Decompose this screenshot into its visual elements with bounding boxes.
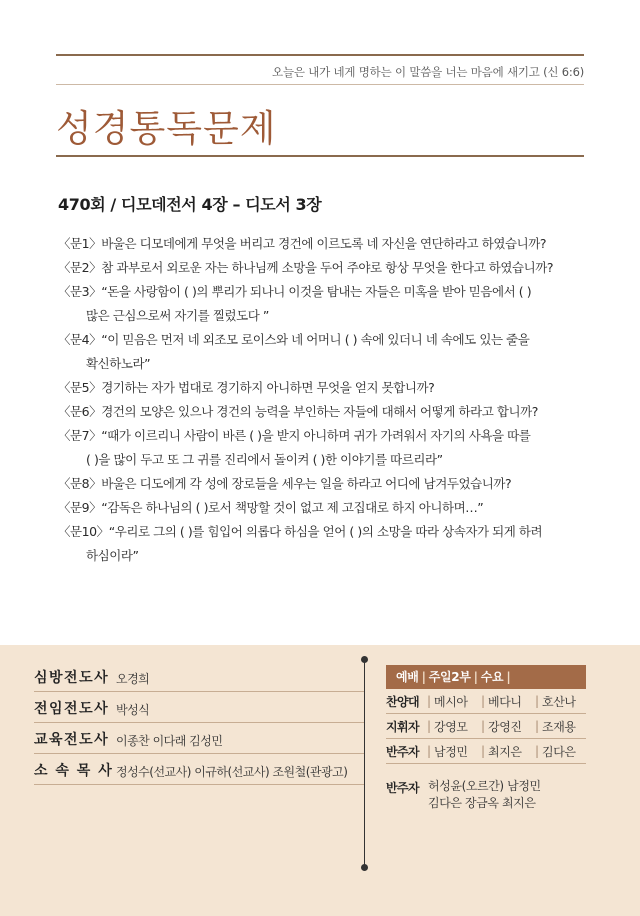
question-text: ( )을 많이 두고 또 그 귀를 진리에서 돌이켜 ( )한 이야기를 따르리라” [86,452,443,467]
staff-row [34,754,364,785]
question-continuation [58,304,598,328]
header-verse: 오늘은 내가 네게 명하는 이 말씀을 너는 마음에 새기고 (신 6:6) [272,65,584,79]
worship-name: 베다니 [488,694,522,709]
header-thin-rule [56,84,584,85]
title-rule [56,155,584,157]
question-text: 바울은 디도에게 각 성에 장로들을 세우는 일을 하라고 어디에 남겨두었습니까? [101,476,512,491]
question-list [58,232,598,568]
worship-name: 메시아 [434,694,468,709]
staff-names: 오경희 [116,672,150,686]
question-item [58,256,598,280]
staff-role: 심방전도사 [34,670,110,686]
worship-name: 김다은 [542,744,576,759]
worship-header-sunday: 주일2부 [428,670,471,684]
worship-row [386,689,586,714]
question-text: 바울은 디모데에게 무엇을 버리고 경건에 이르도록 네 자신을 연단하라고 하였습니까? [101,236,547,251]
question-item [58,472,598,496]
worship-row-label: 지휘자 [386,719,419,734]
question-text: 경기하는 자가 법대로 경기하지 아니하면 무엇을 얻지 못합니까? [101,380,435,395]
question-text: 확신하노라” [86,356,151,371]
separator: | [535,744,540,758]
worship-row-label: 찬양대 [386,694,419,709]
accompanist-names [424,778,541,812]
worship-name: 남정민 [434,744,468,759]
accompanist-line: 김다은 장금옥 최지은 [428,796,536,810]
question-number: 〈문4〉 [58,332,102,347]
question-number: 〈문7〉 [58,428,102,443]
accompanist-block [386,778,586,812]
question-number: 〈문5〉 [58,380,102,395]
worship-header: 예배 | 주일2부 | 수요 | [386,665,586,689]
separator: | [481,719,486,733]
question-item [58,280,598,304]
staff-list [34,661,364,785]
footer-divider [364,659,365,867]
question-item [58,400,598,424]
worship-name: 강영진 [488,719,522,734]
quiz-subtitle: 470회 / 디모데전서 4장 – 디도서 3장 [58,195,322,214]
footer-panel [0,645,640,916]
question-number: 〈문8〉 [58,476,102,491]
separator: | [535,694,540,708]
separator: | [481,744,486,758]
separator: | [427,719,432,733]
question-item [58,424,598,448]
separator: | [427,744,432,758]
separator: | [481,694,486,708]
question-continuation [58,352,598,376]
question-number: 〈문9〉 [58,500,102,515]
question-item [58,520,598,544]
question-item [58,376,598,400]
question-continuation [58,544,598,568]
question-number: 〈문1〉 [58,236,102,251]
staff-row [34,692,364,723]
worship-name: 호산나 [542,694,576,709]
question-text: “돈을 사랑함이 ( )의 뿌리가 되나니 이것을 탐내는 자들은 미혹을 받아 믿음에서 ( ) [101,284,532,299]
question-item [58,328,598,352]
worship-name: 강영모 [434,719,468,734]
question-number: 〈문10〉 [58,524,109,539]
question-text: 하심이라” [86,548,139,563]
worship-row [386,714,586,739]
question-text: 많은 근심으로써 자기를 찔렀도다 ” [86,308,269,323]
worship-header-label: 예배 [396,670,419,684]
worship-name: 조재용 [542,719,576,734]
question-text: “감독은 하나님의 ( )로서 책망할 것이 없고 제 고집대로 하지 아니하며…” [101,500,484,515]
worship-name: 최지은 [488,744,522,759]
question-item [58,496,598,520]
staff-names: 이종찬 이다래 김성민 [116,734,223,748]
page-title: 성경통독문제 [56,107,277,150]
worship-header-wednesday: 수요 [480,670,504,684]
question-text: “우리로 그의 ( )를 힘입어 의롭다 하심을 얻어 ( )의 소망을 따라 상속자가 되게 하려 [108,524,543,539]
header-top-rule [56,54,584,56]
staff-role: 교육전도사 [34,732,110,748]
staff-role: 소 속 목 사 [34,763,114,779]
staff-row [34,661,364,692]
staff-names: 박성식 [116,703,150,717]
question-number: 〈문3〉 [58,284,102,299]
divider-dot-top [361,656,368,663]
separator: | [535,719,540,733]
question-continuation [58,448,598,472]
question-item [58,232,598,256]
worship-rows [386,689,586,764]
staff-names: 정성수(선교사) 이규하(선교사) 조원철(관광고) [116,765,348,779]
staff-row [34,723,364,754]
divider-dot-bottom [361,864,368,871]
question-text: 경건의 모양은 있으나 경건의 능력을 부인하는 자들에 대해서 어떻게 하라고 합니까? [101,404,538,419]
question-text: 참 과부로서 외로운 자는 하나님께 소망을 두어 주야로 항상 무엇을 한다고 하였습니까? [101,260,554,275]
worship-table [386,665,586,812]
worship-row-label: 반주자 [386,744,419,759]
question-text: “때가 이르리니 사람이 바른 ( )을 받지 아니하며 귀가 가려워서 자기의 사욕을 따를 [101,428,531,443]
staff-role: 전임전도사 [34,701,110,717]
question-text: “이 믿음은 먼저 네 외조모 로이스와 네 어머니 ( ) 속에 있더니 네 속에도 있는 줄을 [101,332,530,347]
accompanist-label: 반주자 [386,781,419,795]
worship-row [386,739,586,764]
question-number: 〈문2〉 [58,260,102,275]
question-number: 〈문6〉 [58,404,102,419]
separator: | [427,694,432,708]
accompanist-line: 허성윤(오르간) 남정민 [428,779,541,793]
